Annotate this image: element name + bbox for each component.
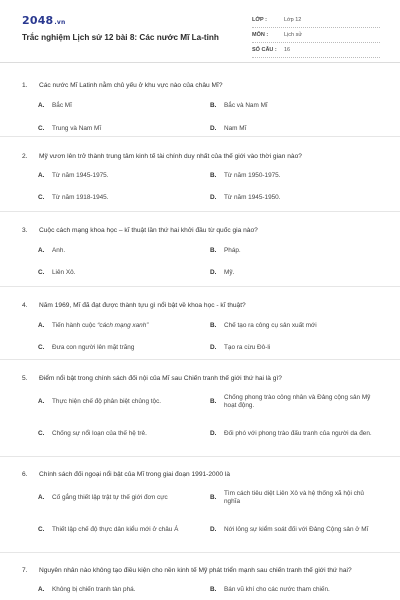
option-c[interactable] — [38, 517, 210, 543]
meta-value: Lịch sử — [284, 32, 303, 38]
option-text: Trung và Nam Mĩ — [52, 124, 102, 132]
question-5 — [0, 360, 400, 457]
option-b[interactable] — [210, 389, 382, 415]
meta-value: 16 — [284, 47, 291, 53]
option-text: Anh. — [52, 247, 66, 254]
question-text — [0, 360, 400, 383]
option-letter: D. — [210, 124, 217, 132]
option-letter: B. — [210, 322, 217, 329]
option-text: Pháp. — [224, 247, 241, 254]
option-letter: A. — [38, 322, 45, 329]
option-letter: C. — [38, 429, 45, 437]
question-1 — [0, 62, 400, 137]
option-text: Nới lỏng sự kiểm soát đối với Đảng Cộng sản ở Mĩ — [224, 525, 369, 533]
option-text-plain: Tiến hành cuộc — [52, 322, 96, 329]
logo-suffix: .vn — [54, 19, 66, 26]
option-b[interactable] — [210, 322, 382, 331]
option-c[interactable] — [38, 194, 210, 203]
option-letter: B. — [210, 102, 217, 109]
question-3 — [0, 212, 400, 287]
option-text: Chế tạo ra công cụ sản xuất mới — [224, 322, 317, 329]
option-d[interactable] — [210, 125, 382, 134]
option-letter: D. — [210, 268, 217, 276]
meta-row-class — [252, 13, 380, 28]
page-title: Trắc nghiệm Lịch sử 12 bài 8: Các nước Mĩ La-tinh — [22, 33, 219, 42]
option-text: Đưa con người lên mặt trăng — [52, 343, 135, 351]
question-number: 6. — [22, 471, 28, 478]
option-d[interactable] — [210, 344, 382, 353]
option-text-italic: “cách mạng xanh” — [97, 322, 149, 329]
option-text: Không bị chiến tranh tàn phá. — [52, 586, 136, 593]
option-b[interactable] — [210, 172, 382, 181]
option-letter: A. — [38, 247, 45, 254]
options — [38, 247, 400, 277]
option-letter: D. — [210, 429, 217, 437]
question-body: Điểm nổi bật trong chính sách đối nội của Mĩ sau Chiến tranh thế giới thứ hai là gì? — [39, 375, 282, 382]
question-text — [0, 137, 400, 161]
option-letter: A. — [38, 172, 45, 179]
meta-row-subject — [252, 28, 380, 43]
quiz-meta — [252, 13, 380, 58]
meta-label: SỐ CÂU : — [252, 47, 277, 53]
question-text — [0, 212, 400, 235]
question-text — [0, 287, 400, 310]
option-b[interactable] — [210, 247, 382, 256]
question-body: Năm 1969, Mĩ đã đạt được thành tựu gì nổi bật về khoa học - kĩ thuật? — [39, 302, 246, 309]
option-text: Từ năm 1945-1950. — [224, 193, 281, 201]
question-number: 3. — [22, 227, 28, 234]
question-text — [0, 457, 400, 479]
option-a[interactable] — [38, 322, 210, 331]
question-body: Mỹ vươn lên trở thành trung tâm kinh tế tài chính duy nhất của thế giới vào thời gian nào? — [39, 153, 302, 160]
option-text: Tạo ra cừu Đô-li — [224, 343, 271, 351]
option-c[interactable] — [38, 344, 210, 353]
question-7 — [0, 553, 400, 595]
question-2 — [0, 137, 400, 212]
option-text: Chống sự nổi loạn của thế hệ trẻ. — [52, 429, 147, 437]
option-text: Từ năm 1945-1975. — [52, 172, 109, 179]
question-body: Nguyên nhân nào không tạo điều kiện cho nền kinh tế Mỹ phát triển mạnh sau chiến tranh thế giới thứ hai? — [39, 567, 352, 574]
option-text: Chống phong trào công nhân và Đảng cộng sản Mỹ hoạt động. — [224, 393, 371, 409]
option-d[interactable] — [210, 421, 382, 447]
option-a[interactable] — [38, 586, 210, 595]
option-text: Bắc và Nam Mĩ — [224, 102, 268, 109]
options — [38, 102, 400, 133]
option-letter: A. — [38, 397, 45, 405]
option-text: Bắc Mĩ — [52, 102, 72, 109]
option-text: Nam Mĩ — [224, 124, 247, 132]
question-4 — [0, 287, 400, 360]
option-letter: B. — [210, 493, 217, 501]
question-body: Cuộc cách mạng khoa học – kĩ thuật lần thứ hai khởi đầu từ quốc gia nào? — [39, 227, 258, 234]
option-c[interactable] — [38, 421, 210, 447]
question-number: 1. — [22, 82, 28, 89]
site-logo[interactable] — [22, 14, 65, 27]
option-b[interactable] — [210, 586, 382, 595]
option-c[interactable] — [38, 125, 210, 134]
option-text: Mỹ. — [224, 268, 235, 276]
question-number: 4. — [22, 302, 28, 309]
option-text: Tìm cách tiêu diệt Liên Xô và hệ thống xã hội chủ nghĩa — [224, 489, 364, 505]
options — [38, 389, 400, 447]
question-number: 5. — [22, 375, 28, 382]
option-letter: B. — [210, 586, 217, 593]
question-text — [0, 62, 400, 90]
option-b[interactable] — [210, 102, 382, 111]
option-text: Bán vũ khí cho các nước tham chiến. — [224, 586, 330, 593]
meta-label: LỚP : — [252, 17, 267, 23]
option-text — [52, 322, 210, 331]
option-c[interactable] — [38, 269, 210, 278]
option-letter: C. — [38, 343, 45, 351]
question-body: Chính sách đối ngoại nổi bật của Mĩ trong giai đoạn 1991-2000 là — [39, 471, 230, 478]
option-letter: A. — [38, 493, 45, 501]
question-body: Các nước Mĩ Latinh nằm chủ yếu ở khu vực nào của châu Mĩ? — [39, 82, 223, 89]
option-a[interactable] — [38, 389, 210, 415]
meta-label: MÔN : — [252, 32, 269, 38]
option-letter: A. — [38, 586, 45, 593]
option-text: Từ năm 1918-1945. — [52, 193, 109, 201]
option-letter: D. — [210, 343, 217, 351]
option-a[interactable] — [38, 102, 210, 111]
option-text: Từ năm 1950-1975. — [224, 172, 281, 179]
question-list — [0, 62, 400, 595]
page-header — [0, 0, 400, 63]
option-letter: C. — [38, 124, 45, 132]
option-letter: B. — [210, 397, 217, 405]
question-number: 7. — [22, 567, 28, 574]
option-letter: C. — [38, 268, 45, 276]
option-letter: C. — [38, 193, 45, 201]
question-number: 2. — [22, 153, 28, 160]
option-letter: D. — [210, 193, 217, 201]
logo-text: 2048 — [22, 14, 54, 27]
option-a[interactable] — [38, 172, 210, 181]
option-letter: B. — [210, 172, 217, 179]
options — [38, 172, 400, 202]
meta-row-count — [252, 43, 380, 58]
option-letter: A. — [38, 102, 45, 109]
option-text: Thiết lập chế độ thực dân kiểu mới ở châu Á — [52, 525, 179, 533]
question-6 — [0, 457, 400, 553]
option-d[interactable] — [210, 194, 382, 203]
options — [38, 485, 400, 543]
options — [38, 586, 400, 595]
option-d[interactable] — [210, 517, 382, 543]
option-text: Liên Xô. — [52, 268, 76, 276]
option-text: Đối phó với phong trào đấu tranh của người da đen. — [224, 429, 372, 437]
options — [38, 322, 400, 352]
option-b[interactable] — [210, 485, 382, 511]
option-letter: D. — [210, 525, 217, 533]
meta-value: Lớp 12 — [284, 17, 302, 23]
option-a[interactable] — [38, 247, 210, 256]
question-text — [0, 553, 400, 575]
option-letter: B. — [210, 247, 217, 254]
option-a[interactable] — [38, 485, 210, 511]
option-d[interactable] — [210, 269, 382, 278]
option-text: Thực hiện chế độ phân biệt chủng tộc. — [52, 397, 162, 405]
option-letter: C. — [38, 525, 45, 533]
option-text: Cố gắng thiết lập trật tự thế giới đơn cực — [52, 493, 168, 501]
